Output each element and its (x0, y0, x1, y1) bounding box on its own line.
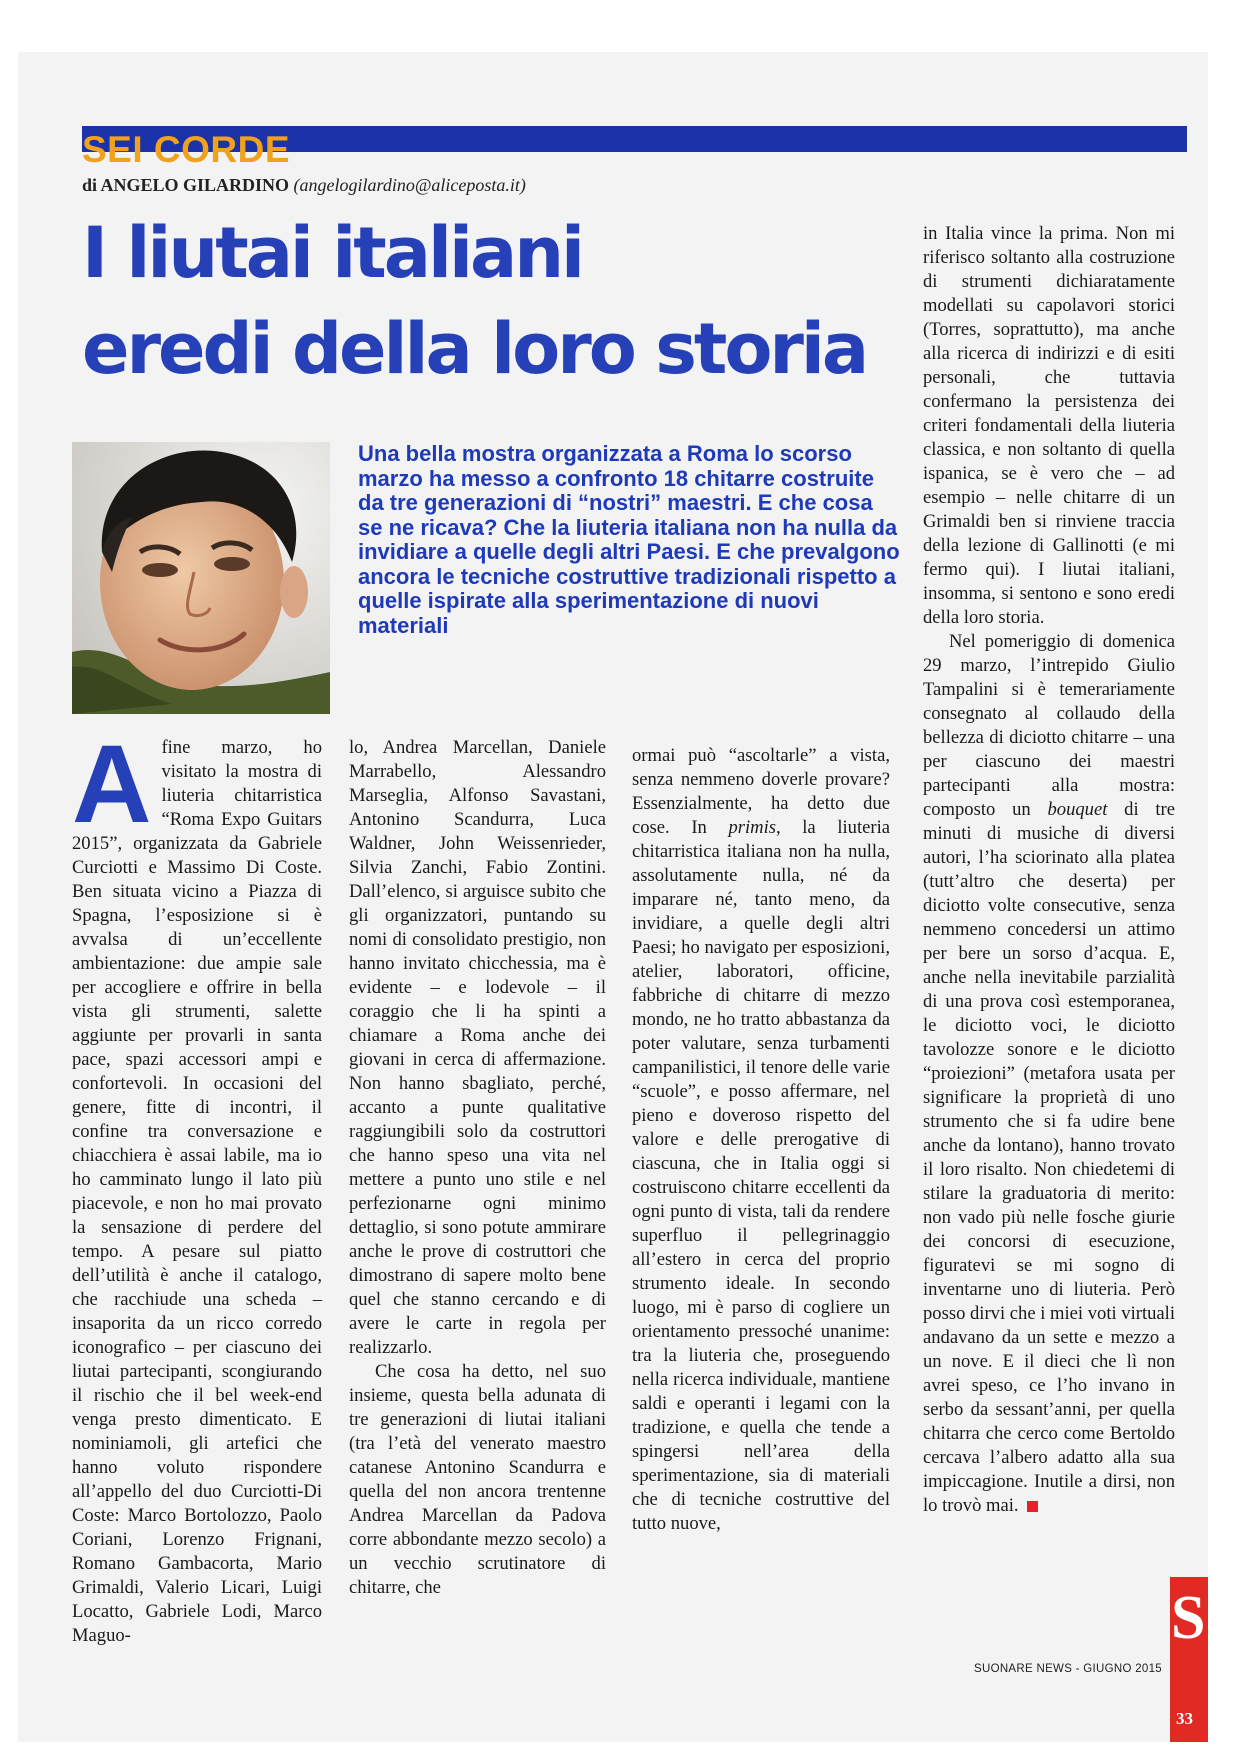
headline-line-2: eredi della loro storia (82, 308, 867, 390)
page-number: 33 (1176, 1709, 1193, 1728)
article-column-3 (632, 744, 890, 1536)
section-title: SEI CORDE (82, 129, 291, 170)
text-run: ormai può “ascoltarle” a vista, senza nemmeno doverle provare? Essenzialmente, ha detto due cose. In (632, 745, 890, 838)
paragraph: Che cosa ha detto, nel suo insieme, questa bella adunata di tre generazioni di liutai italiani (tra l’età del venerato maestro catanese Antonino Scandurra e quella del non ancora trentenne Andrea Marcellan da Padova corre abbondante mezzo secolo) a un vecchio scrutinatore di chitarre, che (349, 1361, 606, 1598)
page-footer: SUONARE NEWS - GIUGNO 2015 (974, 1663, 1163, 1675)
author-name: di ANGELO GILARDINO (82, 175, 290, 195)
paragraph: in Italia vince la prima. Non mi riferisco soltanto alla costruzione di strumenti dichiaratamente modellati su capolavori storici (Torres, soprattutto), ma anche alla ricerca di indirizzi e di esiti personali, che tuttavia confermano la persistenza dei criteri fondamentali della liuteria classica, e non soltanto di quella ispanica, se è vero che – ad esempio – nelle chitarre di un Grimaldi ben si rinviene traccia della lezione di Gallinotti (e mi fermo qui). I liutai italiani, insomma, si sentono e sono eredi della loro storia. (923, 223, 1175, 628)
portrait-image (72, 442, 330, 714)
drop-cap: A (72, 723, 152, 846)
author-portrait (72, 442, 330, 714)
author-email: (angelogilardino@aliceposta.it) (293, 175, 526, 195)
paragraph: fine marzo, ho visitato la mostra di liuteria chitarristica “Roma Expo Guitars 2015”, organizzata da Gabriele Curciotti e Massimo Di Coste. Ben situata vicino a Piazza di Spagna, l’esposizione si è avvalsa di un’eccellente ambientazione: due ampie sale per accogliere e offrire in bella vista gli strumenti, salette aggiunte per provarli in santa pace, spazi accessori ampi e confortevoli. In occasioni del genere, fitte di incontri, il confine tra conversazione e chiacchiera è assai labile, ma io ho camminato lungo il lato più piacevole, e non ho mai provato la sensazione di perdere del tempo. A pesare sul piatto dell’utilità è anche il catalogo, che racchiude una scheda – insaporita da un ricco corredo iconografico – per ciascuno dei liutai partecipanti, scongiurando il rischio che il bel week-end venga presto dimenticato. E nominiamoli, gli artefici che hanno voluto rispondere all’appello del duo Curciotti-Di Coste: Marco Bortolozzo, Paolo Coriani, Lorenzo Frignani, Romano Gambacorta, Mario Grimaldi, Valerio Licari, Luigi Locatto, Gabriele Lodi, Marco Maguo- (72, 737, 322, 1646)
text-run: , la liuteria chitarristica italiana non ha nulla, assolutamente nulla, né da imparare né, tanto meno, da invidiare, a quelle degli altri Paesi; ho navigato per esposizioni, atelier, laboratori, officine, fabbriche di chitarre di mezzo mondo, ne ho tratto abbastanza da poter valutare, senza turbamenti campanilistici, il tenore delle varie “scuole”, e posso affermare, nel pieno e doveroso rispetto del valore e delle prerogative di ciascuna, che in Italia oggi si costruiscono chitarre eccellenti da ogni punto di vista, tali da rendere superfluo il pellegrinaggio all’estero in cerca del proprio strumento ideale. In secondo luogo, mi è parso di cogliere un orientamento pressoché unanime: tra la liuteria che, proseguendo nella ricerca individuale, mantiene saldi e operanti i legami con la tradizione, e quella che tende a spingersi nell’area della sperimentazione, sia di materiali che di tecniche costruttive del tutto nuove, (632, 817, 890, 1534)
text-run-italic: bouquet (1047, 799, 1108, 820)
article-column-1 (72, 723, 322, 1648)
text-run: Nel pomeriggio di domenica 29 marzo, l’intrepido Giulio Tampalini si è temerariamente consegnato al collaudo della bellezza di diciotto chitarre – una per ciascuno dei maestri partecipanti alla mostra: composto un (923, 631, 1175, 820)
end-mark-icon (1027, 1501, 1038, 1512)
paragraph (923, 630, 1175, 1518)
article-lead: Una bella mostra organizzata a Roma lo scorso marzo ha messo a confronto 18 chitarre costruite da tre generazioni di “nostri” maestri. E che cosa se ne ricava? Che la liuteria italiana non ha nulla da invidiare a quelle degli altri Paesi. E che prevalgono ancora le tecniche costruttive tradizionali rispetto a quelle ispirate alla sperimentazione di nuovi materiali (358, 441, 900, 638)
text-run-italic: primis (728, 817, 776, 838)
text-run: di tre minuti di musiche di diversi autori, l’ha sciorinato alla platea (tutt’altro che deserta) per diciotto volte consecutive, senza nemmeno concedersi un attimo per bere un sorso d’acqua. E, anche nella inevitabile parzialità di una prova così estemporanea, le diciotto voci, le diciotto tavolozze sonore e le diciotto “proiezioni” (metafora usata per significare la proprietà di uno strumento che si fa udire bene anche da lontano), hanno trovato il loro risalto. Non chiedetemi di stilare la graduatoria di merito: non vado più nelle fosche giurie dei concorsi di esecuzione, figuratevi se mi sogno di inventarne uno di liuteria. Però posso dirvi che i miei voti virtuali andavano da un sette e mezzo a un nove. E il dieci che lì non avrei speso, ce l’ho invano in serbo da sessant’anni, per quella chitarra che cerco come Bertoldo cercava l’albero adatto alla sua impiccagione. Inutile a dirsi, non lo trovò mai. (923, 799, 1176, 1516)
page-tab (1170, 1577, 1208, 1742)
paragraph: lo, Andrea Marcellan, Daniele Marrabello, Alessandro Marseglia, Alfonso Savastani, Antonino Scandurra, Luca Waldner, John Weissenrieder, Silvia Zanchi, Fabio Zontini. Dall’elenco, si arguisce subito che gli organizzatori, puntando su nomi di consolidato prestigio, non hanno invitato chicchessia, ma è evidente – e lodevole – il coraggio che li ha spinti a chiamare a Roma anche dei giovani in cerca di affermazione. Non hanno sbagliato, perché, accanto a punte qualitative raggiungibili solo da costruttori che hanno speso una vita nel mettere a punto uno stile e nel perfezionarne ogni minimo dettaglio, si sono potute ammirare anche le prove di costruttori che dimostrano di sapere molto bene quel che stanno cercando e di avere le carte in regola per realizzarlo. (349, 737, 606, 1358)
headline (82, 205, 912, 397)
headline-line-1: I liutai italiani (82, 212, 583, 294)
paragraph (632, 744, 890, 1536)
article-column-2 (349, 736, 606, 1600)
byline (82, 175, 526, 196)
article-column-4 (923, 222, 1175, 1518)
tab-letter: S (1171, 1584, 1206, 1652)
